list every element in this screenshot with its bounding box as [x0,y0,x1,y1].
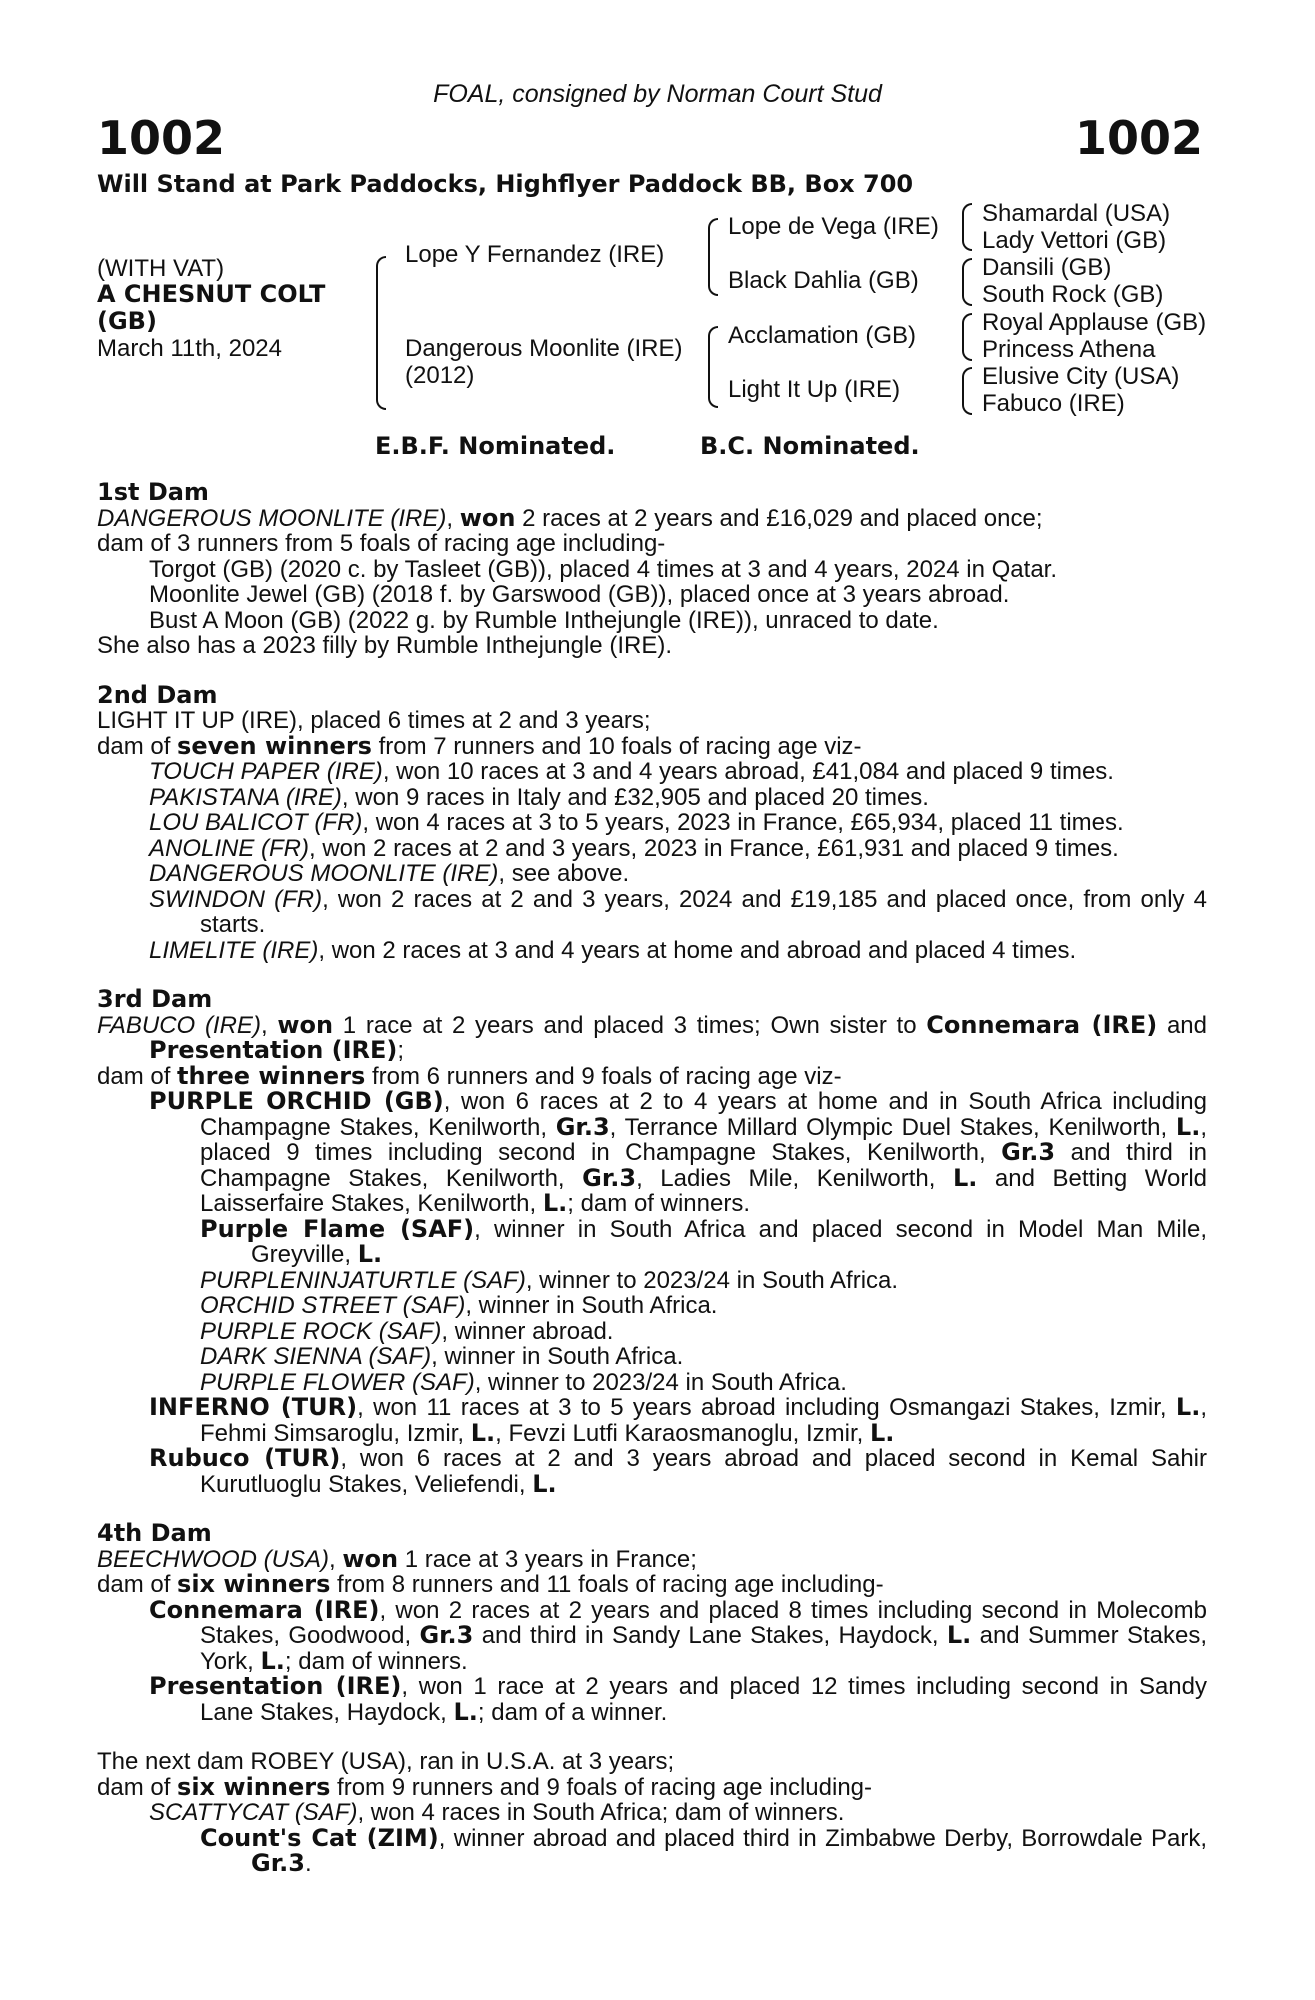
list-item: LIMELITE (IRE), won 2 races at 3 and 4 years at home and abroad and placed 4 times. [149,936,1077,964]
fourth-dam-summary: BEECHWOOD (USA), won 1 race at 3 years in France; [97,1544,697,1573]
first-dam-also: She also has a 2023 filly by Rumble Inthejungle (IRE). [97,632,672,659]
first-dam-heading: 1st Dam [97,478,209,506]
list-item-purple-orchid: PURPLE ORCHID (GB), won 6 races at 2 to 4 years at home and in South Africa including Champagne Stakes, Kenilworth, Gr.3, Terrance Millard Olympic Duel Stakes, Kenilworth, L., placed 9 times including second in Champagne Stakes, Kenilworth, Gr.3 and third in Champagne Stakes, Kenilworth, Gr.3, Ladies Mile, Kenilworth, L. and Betting World Laisserfaire Stakes, Kenilworth, L.; dam of winners. [149,1087,1207,1217]
ggp-7: Elusive City (USA) [982,363,1180,390]
list-item-inferno: INFERNO (TUR), won 11 races at 3 to 5 years abroad including Osmangazi Stakes, Izmir, L., Fehmi Simsaroglu, Izmir, L., Fevzi Lutfi Karaosmanoglu, Izmir, L. [149,1393,1208,1447]
list-item: LOU BALICOT (FR), won 4 races at 3 to 5 years, 2023 in France, £65,934, placed 11 times. [149,809,1124,836]
list-item-presentation: Presentation (IRE), won 1 race at 2 years and placed 12 times including second in Sandy Lane Stakes, Haydock, L.; dam of a winner. [149,1672,1208,1726]
first-dam-summary: DANGEROUS MOONLITE (IRE), won 2 races at 2 years and £16,029 and placed once; [97,503,1043,532]
lot-number-left: 1002 [97,111,226,165]
pedigree-notes [97,480,1207,1877]
dam-brace [708,326,718,408]
ggp-5: Royal Applause (GB) [982,309,1207,336]
ggp-3: Dansili (GB) [982,254,1112,281]
sire-brace [708,218,718,296]
list-item: ANOLINE (FR), won 2 races at 2 and 3 years, 2023 in France, £61,931 and placed 9 times. [149,834,1119,862]
list-item: Bust A Moon (GB) (2022 g. by Rumble Inthejungle (IRE)), unraced to date. [149,606,939,634]
second-dam-produce: dam of seven winners from 7 runners and 10 foals of racing age viz- [97,731,862,760]
sire-dam: Black Dahlia (GB) [728,267,919,294]
ggp-2: Lady Vettori (GB) [982,227,1167,254]
third-dam-summary: FABUCO (IRE), won 1 race at 2 years and placed 3 times; Own sister to Connemara (IRE) and Presentation (IRE); [97,1010,1207,1064]
third-dam-heading: 3rd Dam [97,985,213,1013]
vat-note: (WITH VAT) [97,255,225,282]
ggp-brace-2 [962,258,972,306]
ggp-4: South Rock (GB) [982,281,1164,308]
ggp-6: Princess Athena [982,336,1156,363]
horse-name: A CHESNUT COLT [97,280,326,308]
list-item: PURPLE ROCK (SAF), winner abroad. [200,1317,614,1345]
next-dam-summary: The next dam ROBEY (USA), ran in U.S.A. at 3 years; [97,1748,675,1775]
ggp-brace-4 [962,367,972,415]
consignment-line: FOAL, consigned by Norman Court Stud [433,80,882,108]
list-item: Moonlite Jewel (GB) (2018 f. by Garswood (GB)), placed once at 3 years abroad. [149,581,1010,608]
third-dam-produce: dam of three winners from 6 runners and 9 foals of racing age viz- [97,1061,842,1090]
fourth-dam-produce: dam of six winners from 8 runners and 11 foals of racing age including- [97,1570,884,1598]
ebf-nominated: E.B.F. Nominated. [375,432,616,460]
dam-sire: Acclamation (GB) [728,322,917,349]
dam-dam: Light It Up (IRE) [728,376,901,403]
list-item: TOUCH PAPER (IRE), won 10 races at 3 and 4 years abroad, £41,084 and placed 9 times. [149,758,1114,785]
list-item-purple-flame: Purple Flame (SAF), winner in South Africa and placed second in Model Man Mile, Greyville, L. [200,1214,1207,1268]
pedigree-brace-main [376,256,386,410]
dam-year: (2012) [405,362,475,389]
list-item: PURPLE FLOWER (SAF), winner to 2023/24 in South Africa. [200,1368,847,1396]
second-dam-heading: 2nd Dam [97,680,218,709]
list-item: PURPLENINJATURTLE (SAF), winner to 2023/24 in South Africa. [200,1266,899,1294]
bc-nominated: B.C. Nominated. [700,432,920,460]
list-item: ORCHID STREET (SAF), winner in South Africa. [200,1292,718,1319]
next-dam-produce: dam of six winners from 9 runners and 9 foals of racing age including- [97,1772,873,1801]
stand-location: Will Stand at Park Paddocks, Highflyer Paddock BB, Box 700 [97,170,914,198]
ggp-8: Fabuco (IRE) [982,390,1125,417]
list-item-rubuco: Rubuco (TUR), won 6 races at 2 and 3 years abroad and placed second in Kemal Sahir Kurutluoglu Stakes, Veliefendi, L. [149,1444,1207,1498]
list-item: Torgot (GB) (2020 c. by Tasleet (GB)), placed 4 times at 3 and 4 years, 2024 in Qatar. [149,555,1058,583]
ggp-1: Shamardal (USA) [982,200,1171,227]
lot-number-right: 1002 [1074,111,1203,165]
horse-name-country: (GB) [97,307,157,335]
list-item: PAKISTANA (IRE), won 9 races in Italy and £32,905 and placed 20 times. [149,783,929,811]
list-item-counts-cat: Count's Cat (ZIM), winner abroad and placed third in Zimbabwe Derby, Borrowdale Park, Gr.3. [200,1823,1207,1877]
sire-sire: Lope de Vega (IRE) [728,213,939,240]
list-item: DANGEROUS MOONLITE (IRE), see above. [149,860,630,887]
ggp-brace-1 [962,203,972,251]
list-item-scattycat: SCATTYCAT (SAF), won 4 races in South Africa; dam of winners. [149,1799,845,1826]
dam: Dangerous Moonlite (IRE) [405,335,683,362]
list-item: DARK SIENNA (SAF), winner in South Africa. [200,1343,684,1370]
fourth-dam-heading: 4th Dam [97,1519,212,1547]
sire: Lope Y Fernandez (IRE) [405,241,665,268]
horse-dob: March 11th, 2024 [97,335,283,362]
ggp-brace-3 [962,313,972,361]
second-dam-summary: LIGHT IT UP (IRE), placed 6 times at 2 and 3 years; [97,707,651,734]
list-item: SWINDON (FR), won 2 races at 2 and 3 years, 2024 and £19,185 and placed once, from only 4 starts. [149,885,1208,938]
first-dam-produce: dam of 3 runners from 5 foals of racing age including- [97,530,666,557]
list-item-connemara: Connemara (IRE), won 2 races at 2 years and placed 8 times including second in Molecomb Stakes, Goodwood, Gr.3 and third in Sandy Lane Stakes, Haydock, L. and Summer Stakes, York, L.; dam of winners. [149,1595,1207,1675]
